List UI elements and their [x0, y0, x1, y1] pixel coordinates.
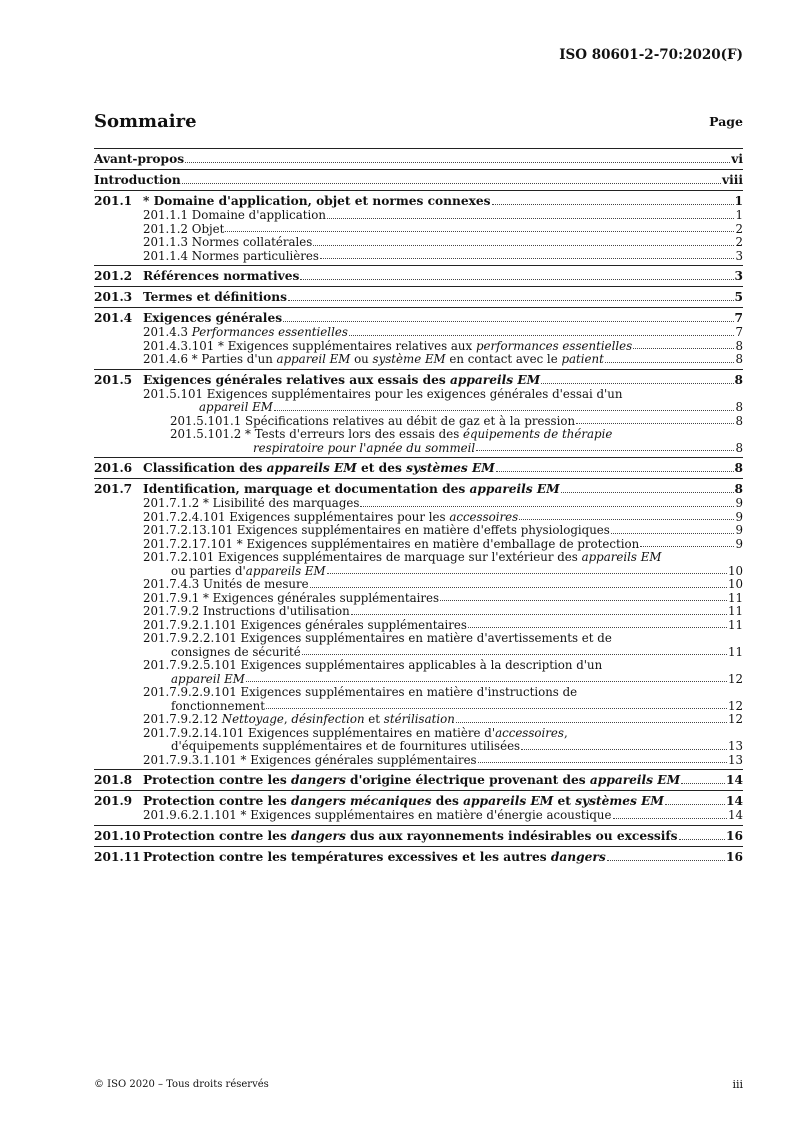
toc-entry-201-7-9-1[interactable]: 201.7.9.1 * Exigences générales supplémentaires 11	[143, 590, 743, 605]
toc-entry-201-5-101-1[interactable]: 201.5.101.1 Spécifications relatives au débit de gaz et à la pression 8	[170, 413, 743, 428]
toc-entry-201-1-1[interactable]: 201.1.1 Domaine d'application 1	[143, 208, 743, 222]
toc-entry-201-4-3[interactable]: 201.4.3 Performances essentielles 7	[143, 325, 743, 339]
toc-entry-201-11[interactable]: 201.11 Protection contre les températures excessives et les autres dangers 16	[94, 849, 743, 864]
toc-entry-201-8[interactable]: 201.8 Protection contre les dangers d'origine électrique provenant des appareils EM 14	[94, 773, 743, 787]
toc-entry-201-7-9-2-14-101[interactable]: 201.7.9.2.14.101 Exigences supplémentaires en matière d'accessoires, d'équipements supplémentaires et de fournitures utilisées 13	[143, 725, 743, 753]
footer-page-number: iii	[732, 1078, 743, 1091]
toc-entry-201-7-9-3-1-101[interactable]: 201.7.9.3.1.101 * Exigences générales supplémentaires 13	[143, 752, 743, 767]
toc-entry-201-7-2-101[interactable]: 201.7.2.101 Exigences supplémentaires de marquage sur l'extérieur des appareils EM ou parties d'appareils EM 10	[143, 550, 743, 578]
document-id: ISO 80601-2-70:2020(F)	[559, 47, 743, 63]
toc-entry-201-7-2-13-101[interactable]: 201.7.2.13.101 Exigences supplémentaires en matière d'effets physiologiques 9	[143, 523, 743, 537]
toc-entry-201-7-9-2-1-101[interactable]: 201.7.9.2.1.101 Exigences générales supplémentaires 11	[143, 617, 743, 632]
divider	[94, 369, 743, 370]
toc-entry-201-4-6[interactable]: 201.4.6 * Parties d'un appareil EM ou système EM en contact avec le patient 8	[143, 352, 743, 366]
divider	[94, 265, 743, 266]
page-title: Sommaire	[94, 111, 197, 132]
toc-entry-201-4-3-101[interactable]: 201.4.3.101 * Exigences supplémentaires relatives aux performances essentielles 8	[143, 338, 743, 353]
toc-entry-introduction[interactable]: Introduction viii	[94, 173, 743, 187]
toc-entry-201-5[interactable]: 201.5 Exigences générales relatives aux essais des appareils EM 8	[94, 372, 743, 387]
toc-entry-201-7[interactable]: 201.7 Identification, marquage et documentation des appareils EM 8	[94, 482, 743, 496]
divider	[94, 769, 743, 770]
page-column-label: Page	[709, 114, 743, 129]
toc-entry-201-10[interactable]: 201.10 Protection contre les dangers dus aux rayonnements indésirables ou excessifs 16	[94, 828, 743, 843]
divider	[94, 790, 743, 791]
toc-entry-201-1-4[interactable]: 201.1.4 Normes particulières 3	[143, 248, 743, 263]
divider	[94, 478, 743, 479]
toc-entry-201-2[interactable]: 201.2 Références normatives 3	[94, 269, 743, 283]
toc-entry-201-1-2[interactable]: 201.1.2 Objet 2	[143, 221, 743, 236]
toc-entry-201-6[interactable]: 201.6 Classification des appareils EM et des systèmes EM 8	[94, 461, 743, 475]
toc-entry-201-3[interactable]: 201.3 Termes et définitions 5	[94, 290, 743, 304]
toc-entry-201-4[interactable]: 201.4 Exigences générales 7	[94, 311, 743, 325]
toc-entry-201-7-9-2-2-101[interactable]: 201.7.9.2.2.101 Exigences supplémentaires en matière d'avertissements et de consignes de sécurité 11	[143, 631, 743, 659]
toc-entry-201-5-101-2[interactable]: 201.5.101.2 * Tests d'erreurs lors des essais des équipements de thérapie respiratoire pour l'apnée du sommeil 8	[170, 427, 743, 455]
divider	[94, 190, 743, 191]
toc-entry-201-9-6-2-1-101[interactable]: 201.9.6.2.1.101 * Exigences supplémentaires en matière d'énergie acoustique 14	[143, 808, 743, 822]
footer-copyright: © ISO 2020 – Tous droits réservés	[94, 1079, 269, 1090]
toc-entry-201-7-9-2-12[interactable]: 201.7.9.2.12 Nettoyage, désinfection et stérilisation 12	[143, 712, 743, 726]
toc-entry-201-7-1-2[interactable]: 201.7.1.2 * Lisibilité des marquages 9	[143, 496, 743, 510]
divider	[94, 169, 743, 170]
toc-entry-201-7-9-2-9-101[interactable]: 201.7.9.2.9.101 Exigences supplémentaires en matière d'instructions de fonctionnement 12	[143, 685, 743, 713]
divider	[94, 846, 743, 847]
divider	[94, 825, 743, 826]
toc-entry-201-1[interactable]: 201.1 * Domaine d'application, objet et normes connexes 1	[94, 194, 743, 208]
toc-entry-201-7-2-17-101[interactable]: 201.7.2.17.101 * Exigences supplémentaires en matière d'emballage de protection 9	[143, 536, 743, 551]
divider	[94, 148, 743, 149]
toc-entry-201-7-4-3[interactable]: 201.7.4.3 Unités de mesure 10	[143, 577, 743, 591]
toc-entry-201-7-9-2[interactable]: 201.7.9.2 Instructions d'utilisation 11	[143, 604, 743, 618]
toc-entry-201-9[interactable]: 201.9 Protection contre les dangers mécaniques des appareils EM et systèmes EM 14	[94, 794, 743, 808]
toc-entry-201-7-2-4-101[interactable]: 201.7.2.4.101 Exigences supplémentaires pour les accessoires 9	[143, 509, 743, 524]
table-of-contents	[94, 146, 743, 865]
divider	[94, 286, 743, 287]
toc-entry-201-5-101[interactable]: 201.5.101 Exigences supplémentaires pour les exigences générales d'essai d'un appareil EM 8	[143, 386, 743, 414]
toc-entry-201-1-3[interactable]: 201.1.3 Normes collatérales 2	[143, 235, 743, 249]
divider	[94, 457, 743, 458]
toc-entry-avant-propos[interactable]: Avant-propos vi	[94, 152, 743, 166]
divider	[94, 307, 743, 308]
toc-entry-201-7-9-2-5-101[interactable]: 201.7.9.2.5.101 Exigences supplémentaires applicables à la description d'un appareil EM 12	[143, 658, 743, 686]
